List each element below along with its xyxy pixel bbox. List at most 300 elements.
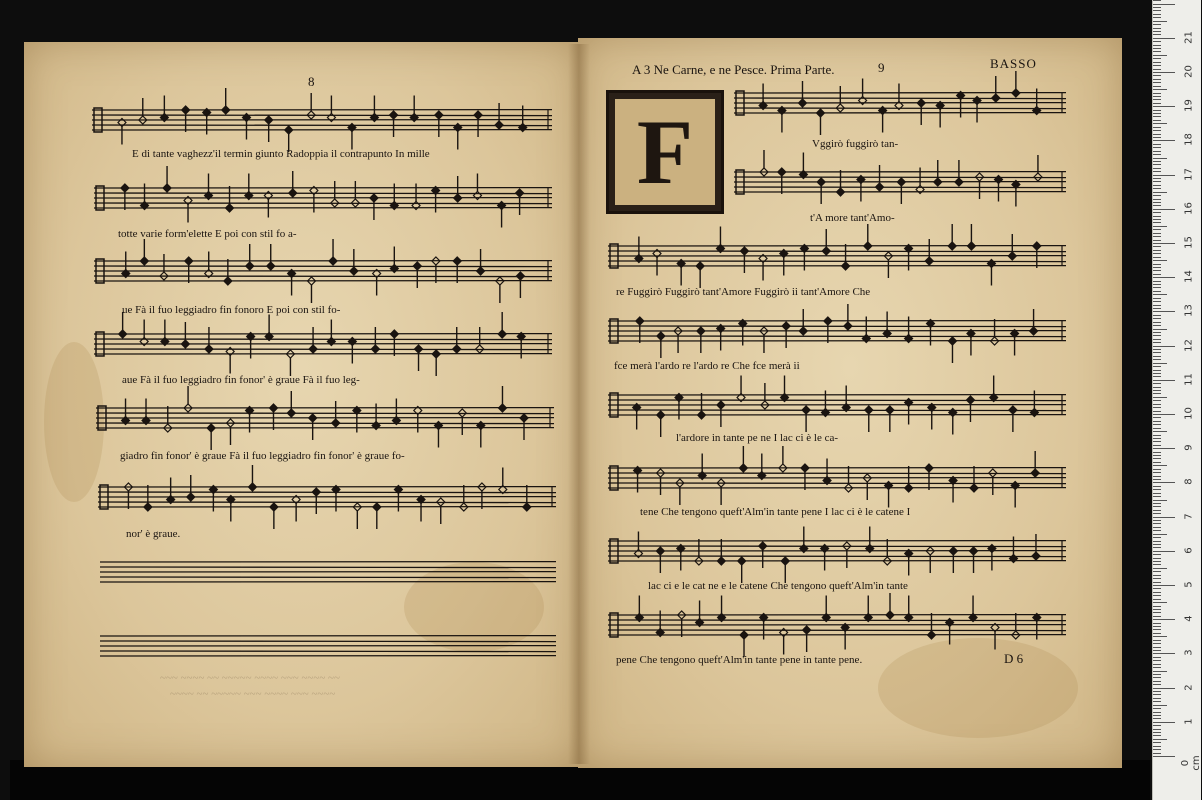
ruler-tick: [1153, 435, 1161, 436]
ruler-tick: [1153, 260, 1167, 261]
note: [205, 174, 213, 200]
ruler-tick: [1153, 34, 1161, 35]
note: [925, 464, 933, 490]
music-staff: [608, 304, 1066, 356]
note: [780, 250, 788, 276]
note: [905, 399, 913, 425]
ruler-tick: [1153, 616, 1161, 617]
ruler-tick: [1153, 264, 1161, 265]
note: [121, 184, 129, 210]
note: [144, 485, 152, 511]
note: [897, 178, 905, 204]
ruler-tick: [1153, 318, 1161, 319]
ruler-tick: [1153, 322, 1161, 323]
ruler-tick: [1153, 21, 1167, 22]
ruler-tick: [1153, 486, 1161, 487]
note: [161, 320, 169, 346]
ruler-tick: [1153, 527, 1161, 528]
ruler-tick: [1153, 376, 1161, 377]
note: [1030, 309, 1038, 335]
ruler-tick: [1153, 339, 1161, 340]
ruler-tick: [1153, 599, 1161, 600]
staff-line: [608, 400, 1066, 401]
ruler-tick: [1153, 520, 1161, 521]
ruler-tick: [1153, 404, 1161, 405]
ruler-tick: [1153, 653, 1175, 654]
ruler-number: 2: [1183, 683, 1195, 691]
note: [970, 466, 978, 492]
note: [184, 197, 192, 223]
staff-line: [608, 261, 1066, 262]
lyric-line: E di tante vaghezz'il termin giunto Radoppia il contrapunto In mille: [132, 148, 430, 160]
note: [1033, 614, 1041, 640]
note: [928, 404, 936, 430]
ruler-number: 11: [1183, 372, 1195, 386]
ruler-tick: [1153, 506, 1161, 507]
ruler-tick: [1153, 359, 1161, 360]
ruler-tick: [1153, 38, 1175, 39]
ruler-tick: [1153, 171, 1161, 172]
ruler-tick: [1153, 633, 1161, 634]
note: [966, 396, 974, 422]
note: [242, 114, 250, 140]
note: [413, 262, 421, 288]
signature-mark: D 6: [1004, 651, 1024, 666]
ruler-tick: [1153, 308, 1161, 309]
ruler-tick: [1153, 387, 1161, 388]
note: [634, 532, 642, 558]
ruler-tick: [1153, 202, 1161, 203]
ruler-tick: [1153, 407, 1161, 408]
ruler-tick: [1153, 626, 1161, 627]
ruler-tick: [1153, 400, 1161, 401]
ruler-tick: [1153, 503, 1161, 504]
staff-line: [92, 115, 552, 116]
ruler-tick: [1153, 746, 1161, 747]
ruler-tick: [1153, 58, 1161, 59]
note: [949, 547, 957, 573]
ruler-tick: [1153, 397, 1167, 398]
note: [653, 250, 661, 276]
lyric-line: nor' è graue.: [126, 528, 181, 540]
music-staff: [94, 318, 552, 368]
note: [140, 320, 148, 346]
ruler-tick: [1153, 222, 1161, 223]
ruler-tick: [1153, 712, 1161, 713]
ruler-tick: [1153, 578, 1161, 579]
ruler-tick: [1153, 523, 1161, 524]
ruler-tick: [1153, 144, 1161, 145]
ruler-tick: [1153, 274, 1161, 275]
note: [800, 527, 808, 553]
ruler-tick: [1153, 257, 1161, 258]
note: [1008, 234, 1016, 260]
ruler-tick: [1153, 291, 1161, 292]
ruler-number: 1: [1183, 718, 1195, 725]
note: [1012, 181, 1020, 207]
note: [477, 249, 485, 275]
ruler-number: 18: [1183, 133, 1195, 147]
note: [454, 176, 462, 202]
ruler-tick: [1153, 684, 1161, 685]
ruler-tick: [1153, 168, 1161, 169]
ruler-tick: [1153, 636, 1167, 637]
ruler-tick: [1153, 65, 1161, 66]
note: [990, 376, 998, 402]
ruler-tick: [1153, 298, 1161, 299]
empty-staff: [100, 622, 556, 666]
page-header: A 3 Ne Carne, e ne Pesce. Prima Parte.: [632, 62, 835, 77]
note: [181, 322, 189, 348]
note: [841, 624, 849, 650]
staff-line: [92, 125, 552, 126]
ruler-tick: [1153, 24, 1161, 25]
note: [122, 252, 130, 278]
staff-line: [100, 567, 556, 568]
ruler-tick: [1153, 205, 1161, 206]
ruler-tick: [1153, 756, 1175, 757]
ruler-tick: [1153, 482, 1175, 483]
note: [332, 486, 340, 512]
note: [917, 99, 925, 125]
note: [905, 596, 913, 622]
note: [740, 247, 748, 273]
staff-line: [608, 251, 1066, 252]
note: [739, 320, 747, 346]
lyric-line: fce merà l'ardo re l'ardo re Che fce merà ii: [614, 360, 800, 372]
ruler-tick: [1153, 417, 1161, 418]
ruler-tick: [1153, 352, 1161, 353]
ruler-tick: [1153, 517, 1175, 518]
note: [1031, 451, 1039, 477]
note: [370, 96, 378, 122]
ruler-tick: [1153, 530, 1161, 531]
ruler-tick: [1153, 612, 1161, 613]
ruler-tick: [1153, 86, 1161, 87]
ruler-number: 4: [1183, 615, 1195, 622]
ruler-tick: [1153, 510, 1161, 511]
ruler-tick: [1153, 575, 1161, 576]
staff-line: [100, 641, 556, 642]
empty-staff: [100, 548, 556, 592]
note: [759, 84, 767, 110]
ruler-number: 8: [1183, 478, 1195, 486]
staff-line: [98, 502, 556, 503]
ruler-tick: [1153, 236, 1161, 237]
note: [517, 333, 525, 359]
ruler-tick: [1153, 195, 1161, 196]
lyric-line: lac ci e le cat ne e le catene Che tengono queft'Alm'in tante: [648, 580, 908, 592]
ruler-tick: [1153, 17, 1161, 18]
note: [246, 407, 254, 433]
ruler-tick: [1153, 72, 1175, 73]
ruler-tick: [1153, 458, 1161, 459]
ruler-tick: [1153, 489, 1161, 490]
note: [474, 111, 482, 137]
staff-line: [608, 326, 1066, 327]
note: [227, 496, 235, 522]
ruler-tick: [1153, 448, 1175, 449]
staff-line: [94, 203, 552, 204]
ruler-tick: [1153, 199, 1161, 200]
note: [946, 619, 954, 645]
staff-line: [94, 266, 552, 267]
ruler-tick: [1153, 151, 1161, 152]
ruler-tick: [1153, 496, 1161, 497]
note: [247, 333, 255, 359]
note: [160, 96, 168, 122]
note: [122, 399, 130, 425]
staff-line: [100, 651, 556, 652]
ruler-number: 12: [1183, 338, 1195, 352]
note: [992, 76, 1000, 102]
ruler-tick: [1153, 178, 1161, 179]
note: [876, 165, 884, 191]
music-staff: [94, 244, 552, 298]
note: [499, 468, 507, 494]
note: [973, 97, 981, 123]
music-staff: [734, 76, 1066, 130]
ruler-tick: [1153, 602, 1167, 603]
note: [245, 174, 253, 200]
ruler-tick: [1153, 445, 1161, 446]
ruler-tick: [1153, 753, 1161, 754]
note: [415, 345, 423, 371]
ruler-tick: [1153, 134, 1161, 135]
note: [936, 102, 944, 128]
ruler-tick: [1153, 411, 1161, 412]
lyric-line: tene Che tengono queft'Alm'in tante pene I lac ci è le catene I: [640, 506, 911, 518]
ruler-tick: [1153, 588, 1161, 589]
music-staff: [608, 600, 1066, 648]
ruler-tick: [1153, 305, 1161, 306]
ruler-tick: [1153, 462, 1161, 463]
note: [289, 171, 297, 197]
note: [822, 229, 830, 255]
ruler-tick: [1153, 568, 1167, 569]
measuring-ruler: [1152, 0, 1201, 800]
note: [905, 550, 913, 576]
note: [857, 176, 865, 202]
music-staff: [94, 172, 552, 222]
ruler-tick: [1153, 219, 1161, 220]
note: [350, 249, 358, 275]
ruler-tick: [1153, 718, 1161, 719]
paper-stain: [878, 638, 1078, 738]
ruler-tick: [1153, 544, 1161, 545]
ruler-tick: [1153, 438, 1161, 439]
ruler-tick: [1153, 547, 1161, 548]
ruler-tick: [1153, 677, 1161, 678]
music-staff: [608, 230, 1066, 280]
ruler-tick: [1153, 212, 1161, 213]
note: [370, 194, 378, 220]
note: [927, 613, 935, 639]
ruler-tick: [1153, 722, 1175, 723]
note: [799, 309, 807, 335]
note: [717, 401, 725, 427]
note: [988, 545, 996, 571]
ruler-tick: [1153, 705, 1167, 706]
music-staff: [608, 380, 1066, 428]
note: [879, 107, 887, 133]
ruler-tick: [1153, 732, 1161, 733]
note: [970, 547, 978, 573]
decorated-initial: [606, 90, 724, 214]
ruler-number: 19: [1183, 99, 1195, 113]
lyric-line: Vggirò fuggirò tan-: [812, 138, 899, 150]
note: [390, 247, 398, 273]
ruler-tick: [1153, 147, 1161, 148]
note: [837, 170, 845, 196]
note: [926, 320, 934, 346]
ruler-tick: [1153, 140, 1175, 141]
ruler-tick: [1153, 694, 1161, 695]
note: [842, 244, 850, 270]
ruler-tick: [1153, 592, 1161, 593]
ruler-tick: [1153, 346, 1175, 347]
note: [265, 116, 273, 142]
note: [390, 330, 398, 356]
ruler-tick: [1153, 366, 1161, 367]
note: [310, 187, 318, 213]
ruler-number: 14: [1183, 270, 1195, 284]
ruler-tick: [1153, 188, 1161, 189]
ruler-tick: [1153, 79, 1161, 80]
ruler-tick: [1153, 267, 1161, 268]
ruler-tick: [1153, 660, 1161, 661]
ruler-tick: [1153, 161, 1161, 162]
note: [224, 259, 232, 285]
ruler-tick: [1153, 270, 1161, 271]
note: [417, 496, 425, 522]
ruler-tick: [1153, 82, 1161, 83]
ruler-tick: [1153, 452, 1161, 453]
ruler-unit-label: 0 cm: [1180, 755, 1202, 771]
ruler-tick: [1153, 99, 1161, 100]
ruler-tick: [1153, 243, 1175, 244]
ruler-tick: [1153, 4, 1175, 5]
staff-line: [98, 492, 556, 493]
note: [209, 486, 217, 512]
staff-line: [96, 413, 554, 414]
ruler-tick: [1153, 253, 1161, 254]
ruler-tick: [1153, 424, 1161, 425]
ruler-tick: [1153, 476, 1161, 477]
note: [760, 614, 768, 640]
ruler-tick: [1153, 469, 1161, 470]
note: [187, 475, 195, 501]
note: [817, 178, 825, 204]
note: [905, 466, 913, 492]
book-gutter: [568, 44, 590, 764]
right-page-number: 9: [878, 60, 885, 75]
note: [353, 407, 361, 433]
ruler-tick: [1153, 564, 1161, 565]
note: [844, 304, 852, 330]
ruler-tick: [1153, 609, 1161, 610]
staff-line: [608, 630, 1066, 631]
note: [782, 322, 790, 348]
ruler-tick: [1153, 127, 1161, 128]
ruler-tick: [1153, 370, 1161, 371]
note: [327, 320, 335, 346]
ruler-tick: [1153, 551, 1175, 552]
music-staff: [608, 452, 1066, 502]
note: [394, 486, 402, 512]
note: [759, 255, 767, 281]
ruler-tick: [1153, 558, 1161, 559]
ruler-tick: [1153, 7, 1161, 8]
ruler-tick: [1153, 240, 1161, 241]
ruler-tick: [1153, 749, 1161, 750]
note: [969, 596, 977, 622]
lyric-line: giadro fin fonor' è graue Fà il fuo leggiadro fin fonor' è graue fo-: [120, 450, 405, 462]
ruler-number: 9: [1183, 444, 1195, 451]
ruler-number: 7: [1183, 512, 1195, 520]
ruler-tick: [1153, 500, 1167, 501]
note: [523, 485, 531, 511]
note: [267, 244, 275, 270]
note: [182, 106, 190, 132]
note: [798, 81, 806, 107]
ruler-tick: [1153, 441, 1161, 442]
ruler-tick: [1153, 75, 1161, 76]
ruler-tick: [1153, 688, 1175, 689]
note: [866, 527, 874, 553]
ruler-tick: [1153, 356, 1161, 357]
note: [332, 401, 340, 427]
ruler-tick: [1153, 674, 1161, 675]
ruler-tick: [1153, 513, 1161, 514]
lyric-line: aue Fà il fuo leggiadro fin fonor' è graue Fà il fuo leg-: [122, 374, 360, 386]
ruler-tick: [1153, 708, 1161, 709]
note: [824, 317, 832, 343]
ruler-tick: [1153, 698, 1161, 699]
ruler-number: 13: [1183, 304, 1195, 318]
staff-line: [734, 177, 1066, 178]
ruler-tick: [1153, 380, 1175, 381]
note: [800, 245, 808, 271]
ruler-number: 17: [1183, 167, 1195, 181]
note: [392, 399, 400, 425]
ruler-tick: [1153, 89, 1167, 90]
note: [718, 596, 726, 622]
note: [453, 257, 461, 283]
ruler-tick: [1153, 650, 1161, 651]
staff-line: [96, 423, 554, 424]
lyric-line: ue Fà il fuo leggiadro fin fonoro E poi con stil fo-: [122, 304, 341, 316]
note: [246, 244, 254, 270]
ruler-tick: [1153, 110, 1161, 111]
ruler-tick: [1153, 479, 1161, 480]
note: [759, 542, 767, 568]
ruler-tick: [1153, 363, 1167, 364]
note: [994, 176, 1002, 202]
note: [698, 454, 706, 480]
ruler-tick: [1153, 329, 1167, 330]
note: [955, 160, 963, 186]
staff-line: [608, 556, 1066, 557]
ruler-tick: [1153, 294, 1167, 295]
music-staff: [98, 472, 556, 520]
note: [373, 270, 381, 296]
ruler-tick: [1153, 116, 1161, 117]
note: [410, 96, 418, 122]
note: [205, 327, 213, 353]
note: [203, 109, 211, 135]
ruler-tick: [1153, 28, 1161, 29]
